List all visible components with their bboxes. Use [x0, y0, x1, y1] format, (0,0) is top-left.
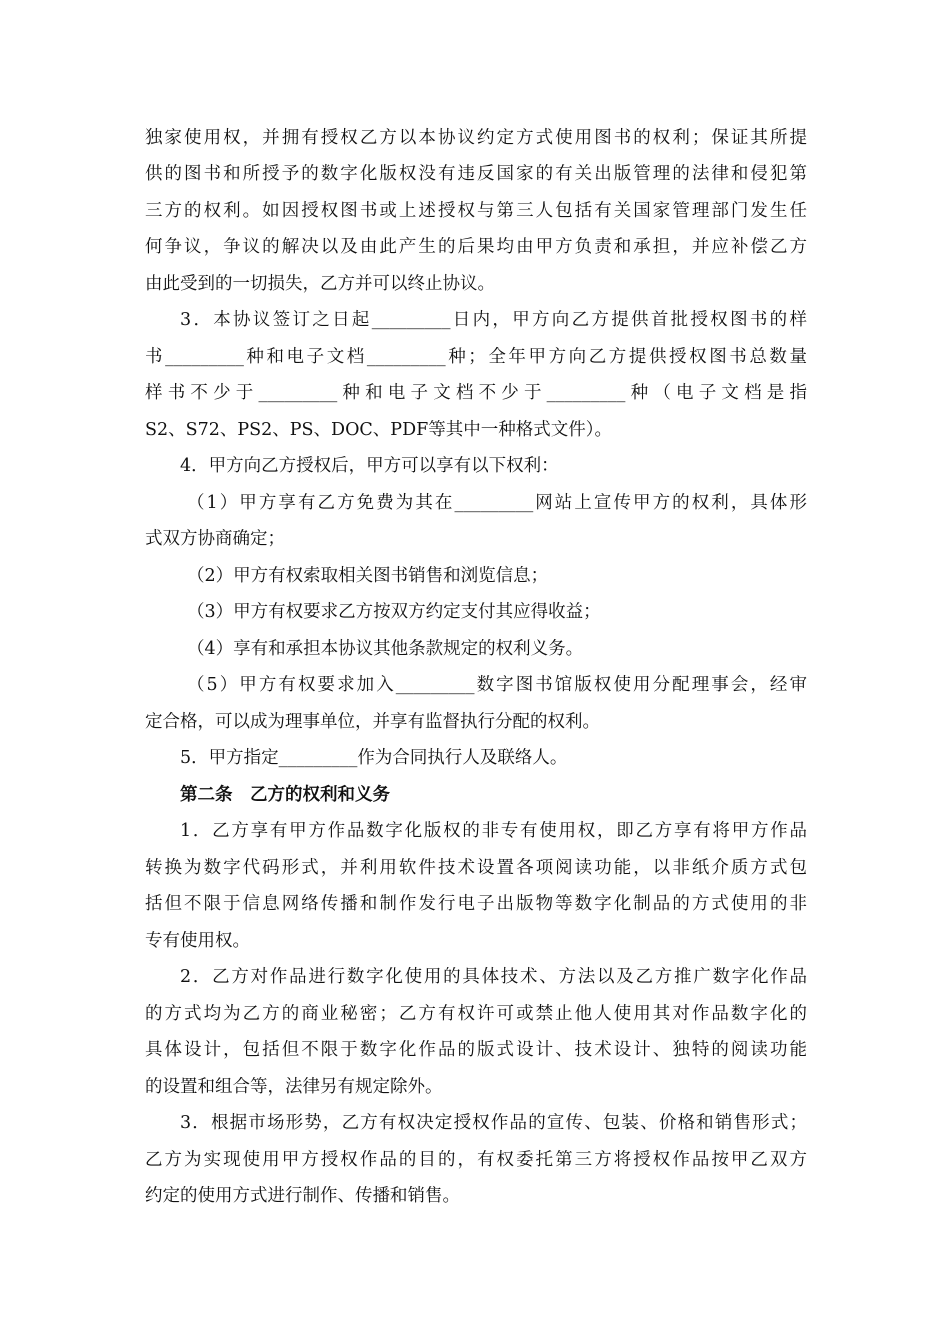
- list-item-line: （1）甲方享有乙方免费为其在_________网站上宣传甲方的权利，具体形: [187, 493, 807, 513]
- paragraph-line: 何争议，争议的解决以及由此产生的后果均由甲方负责和承担，并应补偿乙方: [145, 237, 807, 257]
- paragraph-line: 3．根据市场形势，乙方有权决定授权作品的宣传、包装、价格和销售形式；: [180, 1113, 807, 1133]
- list-item-line: 式双方协商确定；: [145, 529, 285, 549]
- paragraph-line: 2．乙方对作品进行数字化使用的具体技术、方法以及乙方推广数字化作品: [180, 967, 807, 987]
- paragraph-line: 3．本协议签订之日起_________日内，甲方向乙方提供首批授权图书的样: [180, 310, 807, 330]
- paragraph-line: 约定的使用方式进行制作、传播和销售。: [145, 1186, 460, 1206]
- paragraph-line: 括但不限于信息网络传播和制作发行电子出版物等数字化制品的方式使用的非: [145, 894, 807, 914]
- paragraph-line: 5．甲方指定_________作为合同执行人及联络人。: [180, 748, 568, 768]
- section-heading: 第二条 乙方的权利和义务: [180, 785, 390, 805]
- paragraph-line: S2、S72、PS2、PS、DOC、PDF等其中一种格式文件）。: [145, 420, 613, 440]
- paragraph-line: 乙方为实现使用甲方授权作品的目的，有权委托第三方将授权作品按甲乙双方: [145, 1150, 807, 1170]
- paragraph-line: 的设置和组合等，法律另有规定除外。: [145, 1077, 443, 1097]
- list-item-line: 定合格，可以成为理事单位，并享有监督执行分配的权利。: [145, 712, 600, 732]
- paragraph-line: 1．乙方享有甲方作品数字化版权的非专有使用权，即乙方享有将甲方作品: [180, 821, 807, 841]
- list-item-line: （5）甲方有权要求加入_________数字图书馆版权使用分配理事会，经审: [187, 675, 807, 695]
- paragraph-line: 样书不少于_________种和电子文档不少于_________种（电子文档是指: [145, 383, 807, 403]
- paragraph-line: 独家使用权，并拥有授权乙方以本协议约定方式使用图书的权利；保证其所提: [145, 128, 807, 148]
- paragraph-line: 供的图书和所授予的数字化版权没有违反国家的有关出版管理的法律和侵犯第: [145, 164, 807, 184]
- paragraph-line: 4．甲方向乙方授权后，甲方可以享有以下权利：: [180, 456, 559, 476]
- paragraph-line: 书_________种和电子文档_________种；全年甲方向乙方提供授权图书总数量: [145, 347, 807, 367]
- paragraph-line: 三方的权利。如因授权图书或上述授权与第三人包括有关国家管理部门发生任: [145, 201, 807, 221]
- paragraph-line: 具体设计，包括但不限于数字化作品的版式设计、技术设计、独特的阅读功能: [145, 1040, 807, 1060]
- paragraph-line: 的方式均为乙方的商业秘密；乙方有权许可或禁止他人使用其对作品数字化的: [145, 1004, 807, 1024]
- paragraph-line: 专有使用权。: [145, 931, 250, 951]
- list-item-line: （2）甲方有权索取相关图书销售和浏览信息；: [187, 566, 549, 586]
- paragraph-line: 由此受到的一切损失，乙方并可以终止协议。: [145, 274, 495, 294]
- list-item-line: （3）甲方有权要求乙方按双方约定支付其应得收益；: [187, 602, 601, 622]
- paragraph-line: 转换为数字代码形式，并利用软件技术设置各项阅读功能，以非纸介质方式包: [145, 858, 807, 878]
- list-item-line: （4）享有和承担本协议其他条款规定的权利义务。: [187, 639, 584, 659]
